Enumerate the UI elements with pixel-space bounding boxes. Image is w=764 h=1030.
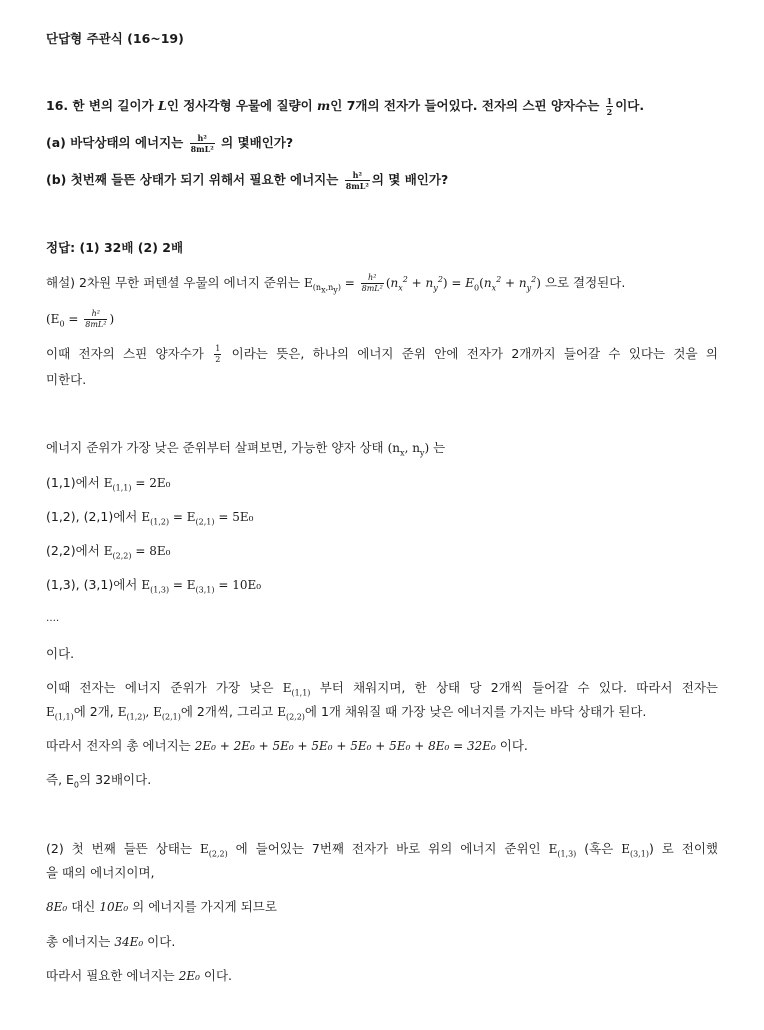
question-16 [46,97,644,116]
q2-l3-a: 8E₀ [46,900,68,914]
level-eq: = 8E₀ [135,544,171,558]
p3-pre: 따라서 전자의 총 에너지는 [46,738,191,753]
q2-l4-a: 총 에너지는 [46,934,111,949]
expl-l1-post: 으로 결정된다. [544,275,626,290]
q2-b: 에 들어있는 7번째 전자가 바로 위의 에너지 준위인 [235,841,541,856]
part2-line-5 [46,967,232,985]
expl-p3 [46,737,528,755]
q-text-a: 16. 한 변의 길이가 [46,98,159,113]
unit-fraction-b [345,171,370,190]
e0-definition: ($E_0$ = $\frac{\text{h²}}{\text{8mL²}}$ ) [46,309,115,329]
spin-half-fraction [214,345,221,364]
frac-num: h² [345,171,370,181]
p4-b: 의 32배이다. [79,772,152,787]
q2-l5-a: 따라서 필요한 에너지는 [46,968,175,983]
q2-l4-b: 34E₀ [114,935,144,949]
qa-text: (a) 바닥상태의 에너지는 [46,135,184,150]
qb-text: (b) 첫번째 들뜬 상태가 되기 위해서 필요한 에너지는 [46,172,339,187]
expl-l3-post: 이라는 뜻은, 하나의 에너지 준위 안에 전자가 2개까지 들어갈 수 있다는 것을 의 [231,346,718,361]
part2-line-4 [46,933,175,951]
expl-line-4: 미한다. [46,372,87,387]
level-pre: (1,3), (3,1)에서 [46,577,138,592]
q2-l3-d: 의 에너지를 가지게 되므로 [132,899,277,914]
p4-a: 즉, E [46,772,74,787]
expl-line-5 [46,439,445,457]
p2-b: 에 2개씩, 그리고 [180,704,274,719]
level-line-4: (1,3), (3,1)에서 $E_{(1,3)} = E_{(3,1)} = 10E_0$ [46,577,262,595]
level-pre: (1,1)에서 [46,475,100,490]
q2-l4-c: 이다. [147,934,176,949]
p2-a: 에 2개, [73,704,114,719]
frac-den: 8mL² [85,320,107,329]
p3-post: 이다. [499,738,528,753]
q2-d: ) 로 전이했 [648,841,718,856]
q2-l3-c: 10E₀ [99,900,129,914]
answer: 정답: (1) 32배 (2) 2배 [46,240,184,255]
frac-den: 2 [606,107,613,117]
level-eq: = 10E₀ [218,578,262,592]
expl-l5-pre: 에너지 준위가 가장 낮은 준위부터 살펴보면, 가능한 양자 상태 [46,440,384,455]
expl-l1-pre: 해설) 2차원 무한 퍼텐셜 우물의 에너지 준위는 [46,275,301,290]
spin-half-fraction [606,97,614,116]
level-line-1: (1,1)에서 $E_{(1,1)} = 2E_0$ [46,475,171,493]
level-line-2: (1,2), (2,1)에서 $E_{(1,2)} = E_{(2,1)} = 5E_0$ [46,509,254,527]
frac-num: h² [190,134,215,144]
expl-p4: 즉, $E_0$의 32배이다. [46,772,152,790]
frac-num: 1 [215,344,221,353]
expl-l5-post: 는 [433,440,446,455]
question-b [46,171,448,190]
p2-c: 에 1개 채워질 때 가장 낮은 에너지를 가지는 바닥 상태가 된다. [304,704,647,719]
expl-p1: 이때 전자는 에너지 준위가 가장 낮은 $E_{(1,1)}$ 부터 채워지며, 한 상태 당 2개씩 들어갈 수 있다. 따라서 전자는 [46,680,718,698]
unit-fraction-a [190,134,215,153]
frac-den: 8mL² [190,144,214,154]
q2-l5-c: 이다. [203,968,233,983]
part2-line-2: 을 때의 에너지이며, [46,865,155,880]
expl-p2: $E_{(1,1)}$에 2개, $E_{(1,2)}$, $E_{(2,1)}$에 2개씩, 그리고 $E_{(2,2)}$에 1개 채워질 때 가장 낮은 에너지를 가지는 바닥 상태가 된다. [46,704,647,722]
q2-c: (혹은 [584,841,614,856]
level-pre: (2,2)에서 [46,543,100,558]
qa-suffix: 의 몇배인가? [216,135,294,150]
expl-line-1 [46,274,625,293]
p1-b: 부터 채워지며, 한 상태 당 2개씩 들어갈 수 있다. 따라서 전자는 [319,680,718,695]
q-text-d: 이다. [615,98,645,113]
q2-a: (2) 첫 번째 들뜬 상태는 [46,841,193,856]
q2-l3-b: 대신 [71,899,96,914]
frac-den: 2 [215,355,221,364]
energy-level-formula: $E_{(n_x,n_y)}$ = $\frac{\text{h²}}{\text{8mL²}}$ $(n_x^2 + n_y^2) = E_0(n_x^2 + n_y^2)$ [304,273,541,295]
p1-a: 이때 전자는 에너지 준위가 가장 낮은 [46,680,274,695]
expl-line-3 [46,345,718,364]
q-length-symbol: L [158,98,167,113]
quantum-state-symbol: ($n_x$, $n_y$) [387,441,430,458]
expl-l3-pre: 이때 전자의 스핀 양자수가 [46,346,204,361]
part2-line-1: (2) 첫 번째 들뜬 상태는 $E_{(2,2)}$ 에 들어있는 7번째 전자가 바로 위의 에너지 준위인 $E_{(1,3)}$ (혹은 $E_{(3,1)}$) 로 전이했 [46,841,718,859]
q-mass-symbol: m [317,98,331,113]
qb-suffix: 의 몇 배인가? [371,172,449,187]
ellipsis: …. [46,613,60,624]
level-line-3: (2,2)에서 $E_{(2,2)} = 8E_0$ [46,543,171,561]
frac-num: h² [84,310,107,320]
frac-num: 1 [606,96,613,106]
total-energy-equation: 2E₀ + 2E₀ + 5E₀ + 5E₀ + 5E₀ + 5E₀ + 8E₀ = 32E₀ [194,739,496,753]
section-title: 단답형 주관식 (16~19) [46,31,184,46]
q-text-c: 인 7개의 전자가 들어있다. 전자의 스핀 양자수는 [330,98,604,113]
part2-line-3 [46,898,277,916]
question-a [46,134,293,153]
q-text-b: 인 정사각형 우물에 질량이 [166,98,318,113]
level-eq: = 2E₀ [135,476,171,490]
ida-line: 이다. [46,646,75,661]
q2-l5-b: 2E₀ [178,969,200,983]
level-eq: = 5E₀ [218,510,254,524]
frac-den: 8mL² [345,181,369,191]
level-pre: (1,2), (2,1)에서 [46,509,138,524]
